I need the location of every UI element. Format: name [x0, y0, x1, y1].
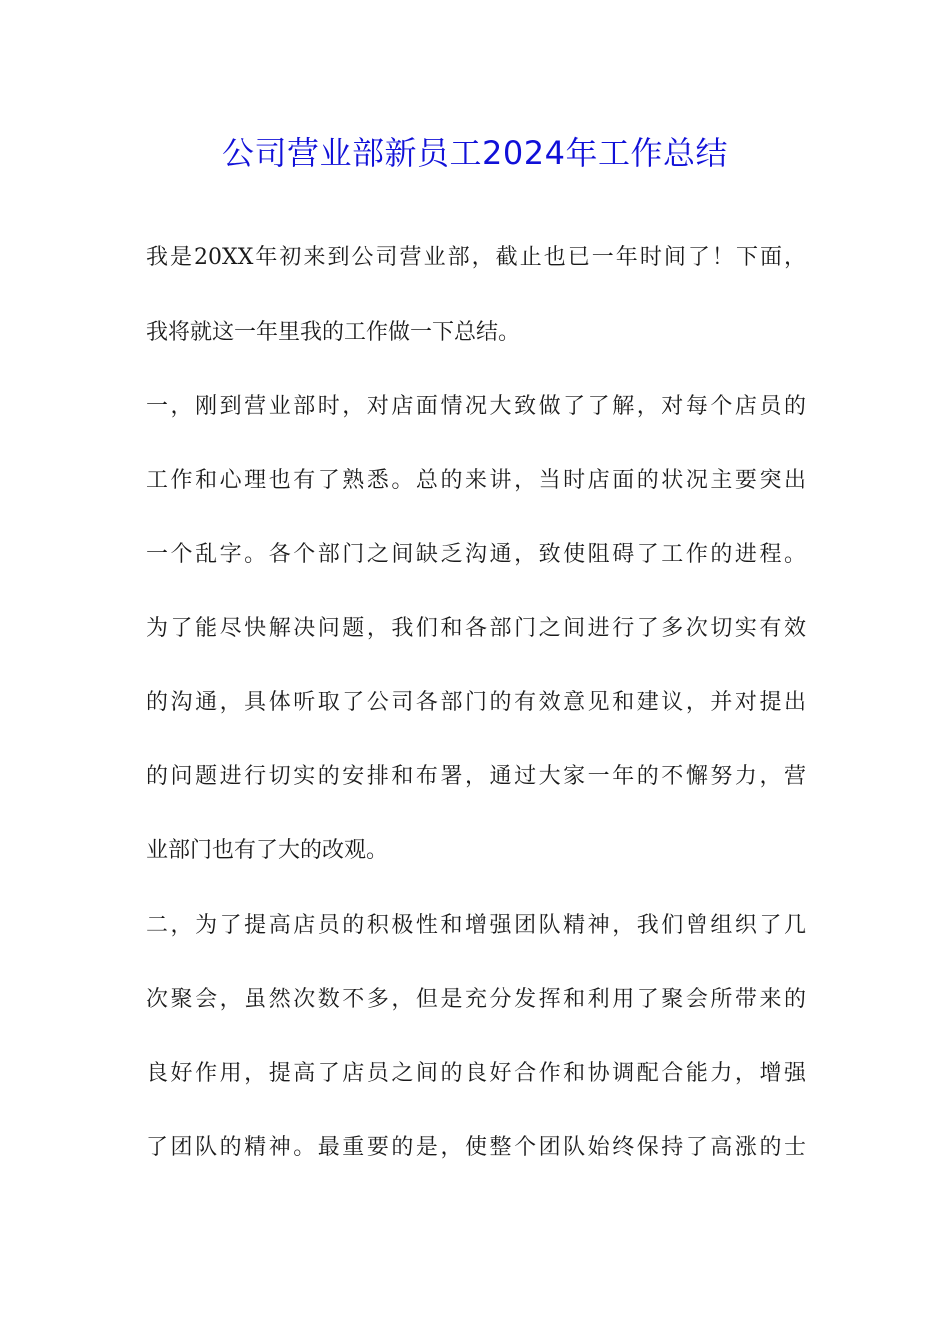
- body-line-5: 一个乱字。各个部门之间缺乏沟通，致使阻碍了工作的进程。: [146, 542, 806, 567]
- body-line-12: 良好作用，提高了店员之间的良好合作和协调配合能力，增强: [146, 1061, 806, 1086]
- body-line-1: 我是20XX年初来到公司营业部，截止也已一年时间了！下面，: [146, 245, 806, 270]
- document-title: 公司营业部新员工2024年工作总结: [222, 134, 728, 172]
- body-line-6: 为了能尽快解决问题，我们和各部门之间进行了多次切实有效: [146, 616, 806, 641]
- body-line-7: 的沟通，具体听取了公司各部门的有效意见和建议，并对提出: [146, 690, 806, 715]
- body-line-4: 工作和心理也有了熟悉。总的来讲，当时店面的状况主要突出: [146, 468, 806, 493]
- body-line-2: 我将就这一年里我的工作做一下总结。: [146, 320, 521, 345]
- body-line-8: 的问题进行切实的安排和布署，通过大家一年的不懈努力，营: [146, 764, 806, 789]
- body-line-3: 一，刚到营业部时，对店面情况大致做了了解，对每个店员的: [146, 394, 806, 419]
- body-line-9: 业部门也有了大的改观。: [146, 838, 389, 863]
- body-line-10: 二，为了提高店员的积极性和增强团队精神，我们曾组织了几: [146, 913, 806, 938]
- body-line-11: 次聚会，虽然次数不多，但是充分发挥和利用了聚会所带来的: [146, 987, 806, 1012]
- body-line-13: 了团队的精神。最重要的是，使整个团队始终保持了高涨的士: [146, 1135, 806, 1160]
